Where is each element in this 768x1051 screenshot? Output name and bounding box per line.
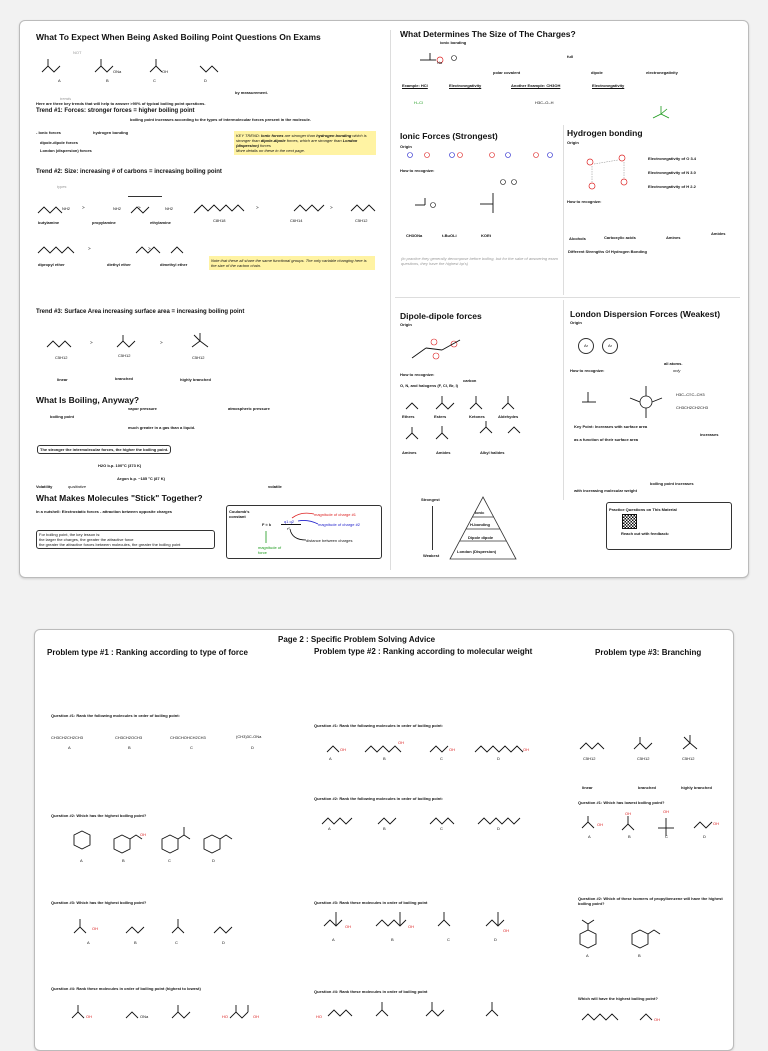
c1-q1-d: (CH3)3C-ONa [236,734,262,739]
c1-q4: Question #4: Rank these molecules in order of boiling point (highest to lowest) [51,986,201,991]
expect-title: What To Expect When Being Asked Boiling Point Questions On Exams [36,32,321,42]
dipole-label: dipole [591,70,603,75]
methoxide-structure [402,50,462,70]
stick-title: What Makes Molecules "Stick" Together? [36,493,203,503]
col2-title: Problem type #2 : Ranking according to molecular weight [314,647,533,656]
c2-q2-la: A [328,826,331,831]
gt-4: > [330,205,333,210]
gt-5: > [88,246,91,251]
c3-q1-oh-d: OH [713,821,719,826]
amine-propyl: propylamine [92,220,116,225]
volatile: volatile [268,484,282,489]
en-label-2: Electronegativity [592,83,625,88]
amine-chains [36,203,386,219]
ionic-recognize-structures [400,175,525,215]
force-hbond: hydrogen bonding [93,130,129,135]
c2-q3-la: A [332,937,335,942]
weakest-label: Weakest [423,553,440,558]
expect-molecules [40,56,230,84]
c2-q3: Question #3: Rank these molecules in order of boiling point [314,900,428,905]
key-trend-box [234,131,376,155]
c3-q1-oh-c: OH [663,809,669,814]
bp-increases: boiling point increases [650,481,694,486]
ether-chains [36,243,236,257]
dd-ex-alkyl-halides: Alkyl halides [480,450,505,455]
pyramid-dipole: Dipole dipole [468,535,494,540]
force-ionic: - Ionic forces [36,130,61,135]
trend3-title: Trend #3: Surface Area increasing surface area = increasing boiling point [36,309,245,315]
c3-f1: C5H12 [583,756,596,761]
expect-b-ion: ONa [113,69,122,74]
c3-q3-molecules [578,1010,688,1024]
c2-q1-lb: B [383,756,386,761]
fn-surface: as a function of their surface area [574,437,639,442]
c3-q2-la: A [586,953,589,958]
trends-note: trends [60,96,72,101]
dd-ex-esters: Esters [434,414,447,419]
col1-title: Problem type #1 : Ranking according to type of force [47,648,248,657]
branch-molecules [45,333,225,353]
not-label: NOT [73,50,82,55]
kt-4: hydrogen bonding [316,133,352,138]
c2-q3-oh-b: OH [408,924,414,929]
c2-q4-molecules [318,998,518,1022]
amine-ethyl: ethylamine [150,220,171,225]
c2-q2-ld: D [497,826,500,831]
pyramid-hbond: H-bonding [470,522,490,527]
c2-q2-lb: B [383,826,386,831]
c1-q2-lb: B [122,858,125,863]
expect-label-d: D [204,78,207,83]
c3-branch-molecules [578,735,708,757]
ionic-practice-note: (in practice they generally decompose before boiling, but for the sake of answering exam questions, they have the highest bp's) [401,256,558,266]
force-london: London (dispersion) forces [40,148,92,153]
ar-1-label: Ar [584,343,588,348]
ldf-title: London Dispersion Forces (Weakest) [570,309,721,319]
hb-strengths: Different Strengths Of Hydrogen Bonding [568,249,647,254]
coulomb-r: r² [287,526,290,531]
c2-q3-oh-d: OH [503,928,509,933]
hcl-struct: H–Cl [414,100,423,105]
c1-q3-la: A [87,940,90,945]
lesson-box: For boiling point, the key lesson is: the larger the charges, the greater the attractive force the greater the attractive forces between molecules, the greater the boiling point [36,530,215,549]
dd-origin: Origin [400,322,412,327]
kt-6: dipole-dipole [260,138,286,143]
nh2-2: NH2 [113,206,122,211]
c2-q1-molecules [325,738,535,758]
hb-origin: Origin [567,140,579,145]
c3-q1-oh-a: OH [597,822,603,827]
gt-3: > [256,205,259,210]
coulomb-formula: F ≈ k [262,522,272,527]
branch-linear: linear [57,377,68,382]
charges-title: What Determines The Size of The Charges? [400,29,576,39]
dd-recognize-atoms: O, N, and halogens (F, Cl, Br, I) [400,383,459,388]
branch-highly: highly branched [180,377,211,382]
c1-q1-a: CH3CH2CH2CH3 [51,735,84,740]
c2-q3-oh-a: OH [345,924,351,929]
c1-q1: Question #1: Rank the following molecules in order of boiling point: [51,713,180,718]
c3-q1-ld: D [703,834,706,839]
ldf-origin: Origin [570,320,582,325]
col3-title: Problem type #3: Branching [595,648,702,657]
c1-q2-lc: C [168,858,171,863]
ldf-divider [563,300,564,500]
expect-label-c: C [153,78,156,83]
hb-title: Hydrogen bonding [567,128,643,138]
branch-branched: branched [115,376,134,381]
ionic-ex-2: t-BuOLi [442,233,457,238]
c1-q3-lb: B [134,940,137,945]
key-point: Key Point: Increases with surface area [574,424,648,429]
qr-code-icon[interactable] [622,514,637,529]
dd-ex-aldehydes: Aldehydes [498,414,519,419]
ether-dipropyl: dipropyl ether [38,262,65,267]
c1-q3: Question #3: Which has the highest boiling point? [51,900,147,905]
en-o: Electronegativity of O 3.4 [648,156,697,161]
alkane-c8: C8H18 [213,218,226,223]
c1-q4-molecules [68,1002,268,1024]
alkane-c6: C6H14 [290,218,303,223]
c2-q4: Question #4: Rank these molecules in order of boiling point [314,989,428,994]
much-greater: much greater in a gas than a liquid. [128,425,196,430]
c3-q1-lc: C [665,834,668,839]
dd-title: Dipole-dipole forces [400,311,482,321]
c3-q1-oh-b: OH [625,811,631,816]
c2-q3-lc: C [447,937,450,942]
bp-weight: with increasing molecular weight [574,488,637,493]
kt-3: are stronger than [283,133,317,138]
ionic-origin: Origin [400,144,412,149]
branch-f2: C5H12 [118,353,131,358]
qualitative: qualitative [68,484,87,489]
ldf-recognize: How to recognize: [570,368,605,373]
ccl4-structure [648,103,674,125]
kt-8: London (dispersion) [236,138,358,148]
kt-5: which is stronger than [236,133,367,143]
trend1-title: Trend #1: Forces: stronger forces = higher boiling point [36,108,195,114]
carbon-label: carbon [463,378,477,383]
hb-ex-alcohols: Alcohols [569,236,586,241]
practice-link[interactable]: Practice Questions on This Material [609,507,677,512]
c1-q4-oh-2: OH [253,1014,259,1019]
gt-2: > [138,205,141,210]
branch-f1: C5H12 [55,355,68,360]
c2-q1-la: A [329,756,332,761]
c2-q3-ld: D [494,937,497,942]
alkane-c5: C5H12 [355,218,368,223]
ldf-chain-1: H3C–C≡C–CH3 [676,392,705,397]
c1-q4-ho: HO [222,1014,228,1019]
dd-ex-ketones: Ketones [469,414,485,419]
c1-q1-ld: D [251,745,254,750]
page2-title: Page 2 : Specific Problem Solving Advice [278,635,436,644]
force-dipole: dipole-dipole forces [40,140,79,145]
by-measurement: by measurement. [235,90,268,95]
column-divider [390,30,391,570]
hb-ex-acids: Carboxylic acids [604,235,636,240]
dd-ex-amines: Amines [402,450,417,455]
ionic-title: Ionic Forces (Strongest) [400,131,498,141]
vapor-pressure: vapor pressure [128,406,157,411]
full-label: full [567,54,573,59]
c3-q1-lb: B [628,834,631,839]
gt-1: > [82,205,85,210]
hb-water-cluster [572,148,642,194]
pyramid-ionic: Ionic [475,510,485,515]
example-hcl: Example: HCl [402,83,428,88]
dd-recognize: How to recognize: [400,372,435,377]
c3-highly: highly branched [681,785,712,790]
coulomb-title: Coulomb's constant [229,509,250,519]
ar-1 [578,338,594,354]
c2-q2-molecules [318,812,533,828]
c1-q3-ld: D [222,940,225,945]
c2-q4-ho: HO [316,1014,322,1019]
nh2-3: NH2 [165,206,174,211]
hb-ex-amides: Amides [711,231,726,236]
expect-label-a: A [58,78,61,83]
c1-q2: Question #2: Which has the highest boiling point? [51,813,147,818]
c1-q2-ld: D [212,858,215,863]
polar-covalent: polar covalent [493,70,521,75]
dd-ex-ethers: Ethers [402,414,415,419]
c3-q3: Which will have the highest boiling point? [578,996,658,1001]
c3-linear: linear [582,785,593,790]
c3-q2-lb: B [638,953,641,958]
ar-2-label: Ar [608,343,612,348]
c3-q2-molecules [578,920,668,950]
all-atoms: all atoms. [664,361,683,366]
coulomb-q: q1 q2 [284,519,295,524]
c2-q1-lc: C [440,756,443,761]
c2-q2: Question #2: Rank the following molecules in order of boiling point: [314,796,443,801]
gt-7: > [90,340,93,345]
ether-diethyl: diethyl ether [107,262,131,267]
en-label-1: Electronegativity [449,83,482,88]
ldf-chain-2: CH3CH2CH2CH3 [676,405,709,410]
strongest-label: Strongest [421,497,440,502]
c3-q1: Question #1: Which has lowest boiling point? [578,800,665,805]
c1-q1-la: A [68,745,71,750]
h3coh-struct: H3C–O–H [535,100,554,105]
ldf-structures [572,384,672,420]
volatility: Volatility [36,484,53,489]
hb-divider [563,125,564,295]
kt-1: KEY TREND: [236,133,262,138]
expect-label-b: B [106,78,109,83]
ionic-recognize: How to recognize: [400,168,435,173]
kt-7: forces, which are stronger than [285,138,343,143]
electronegativity-label: electronegativity [646,70,678,75]
nutshell: In a nutshell: Electrostatic forces - attraction between opposite charges [36,509,173,514]
trends-intro: Here are three key trends that will help to answer >90% of typical boiling point questions. [36,101,206,106]
pyramid-london: London (Dispersion) [457,549,497,554]
kt-9: forces [258,143,271,148]
row-divider [395,297,740,298]
gt-8: > [160,340,163,345]
c2-q1-ld: D [497,756,500,761]
c2-q1-oh-d: OH [523,747,529,752]
ionic-origin-structures [400,148,560,168]
c1-q1-lc: C [190,745,193,750]
kt-10: More details on these in the next page. [236,148,305,153]
coulomb-magforce: magnitude of force [258,545,282,555]
dd-ex-amides: Amides [436,450,451,455]
atm-pressure: atmospheric pressure [228,406,270,411]
c2-q2-lc: C [440,826,443,831]
ionic-ex-3: KOEt [481,233,491,238]
trend2-overline [128,196,162,197]
coulomb-mag2: magnitude of charge #2 [318,522,361,527]
hb-recognize: How to recognize: [567,199,602,204]
coulomb-mag1: magnitude of charge #1 [314,512,357,517]
c1-q2-la: A [80,858,83,863]
c1-q3-lc: C [175,940,178,945]
c1-q1-lb: B [128,745,131,750]
na-label: Na [437,60,443,65]
reach-out: Reach out with feedback: [621,531,670,536]
coulomb-arrows [226,505,376,555]
argon-bp: Argon b.p. ~185 °C (87 K) [117,476,165,481]
only-label: only [673,368,681,373]
pyramid-arrow [432,506,433,550]
c2-q1-oh-b: OH [398,740,404,745]
stronger-boxed: The stronger the intermolecular forces, the higher the boiling point. [37,445,171,454]
size-note: Note that these all share the same functional groups. The only variable changing here is the size of the carbon chain. [209,256,375,270]
c3-q3-oh: OH [654,1017,660,1022]
coulomb-dist: distance between charges [306,538,353,543]
trend2-title: Trend #2: Size: increasing # of carbons = increasing boiling point [36,169,222,175]
c1-q2-oh: OH [140,832,146,837]
c1-q3-oh: OH [92,926,98,931]
ether-dimethyl: dimethyl ether [160,262,188,267]
c1-q2-molecules [70,825,240,855]
dd-origin-cluster [402,328,472,368]
c3-q2: Question #2: Which of these isomers of propylbenzene will have the highest boiling point? [578,896,723,906]
c3-f3: C5H12 [682,756,695,761]
hb-ex-amines: Amines [666,235,681,240]
c1-q1-c: CH3CHOHCH2CH3 [170,735,206,740]
c1-q4-oh-1: OH [86,1014,92,1019]
c2-q1: Question #1: Rank the following molecules in order of boiling point: [314,723,443,728]
ionic-ex-1: CH3ONa [406,233,423,238]
boiling-title: What Is Boiling, Anyway? [36,395,140,405]
c1-q1-b: CH3CH2OCH3 [115,735,143,740]
c1-q4-ona: ONa [140,1014,149,1019]
en-n: Electronegativity of N 3.0 [648,170,696,175]
increases-label: increases [700,432,719,437]
trend1-sub: boiling point increases according to the types of intermolecular forces present in the molecule. [130,117,311,122]
c3-f2: C5H12 [637,756,650,761]
c2-q3-lb: B [391,937,394,942]
types-note: types [57,184,67,189]
another-example: Another Example: CH3OH [511,83,561,88]
nh2-1: NH2 [62,206,71,211]
c2-q1-oh-a: OH [340,747,346,752]
expect-c-oh: OH [162,69,168,74]
kt-2: Ionic forces [261,133,284,138]
gt-6: > [148,246,151,251]
boiling-point-label: boiling point [50,414,74,419]
branch-f3: C5H12 [192,355,205,360]
c2-q1-oh-c: OH [449,747,455,752]
ionic-bonding-label: ionic bonding [440,40,467,45]
ar-2 [602,338,618,354]
c3-branched: branched [638,785,657,790]
amine-butyl: butylamine [38,220,60,225]
c3-q1-la: A [588,834,591,839]
en-h: Electronegativity of H 2.2 [648,184,696,189]
water-bp: H2O b.p. 100°C (373 K) [98,463,142,468]
